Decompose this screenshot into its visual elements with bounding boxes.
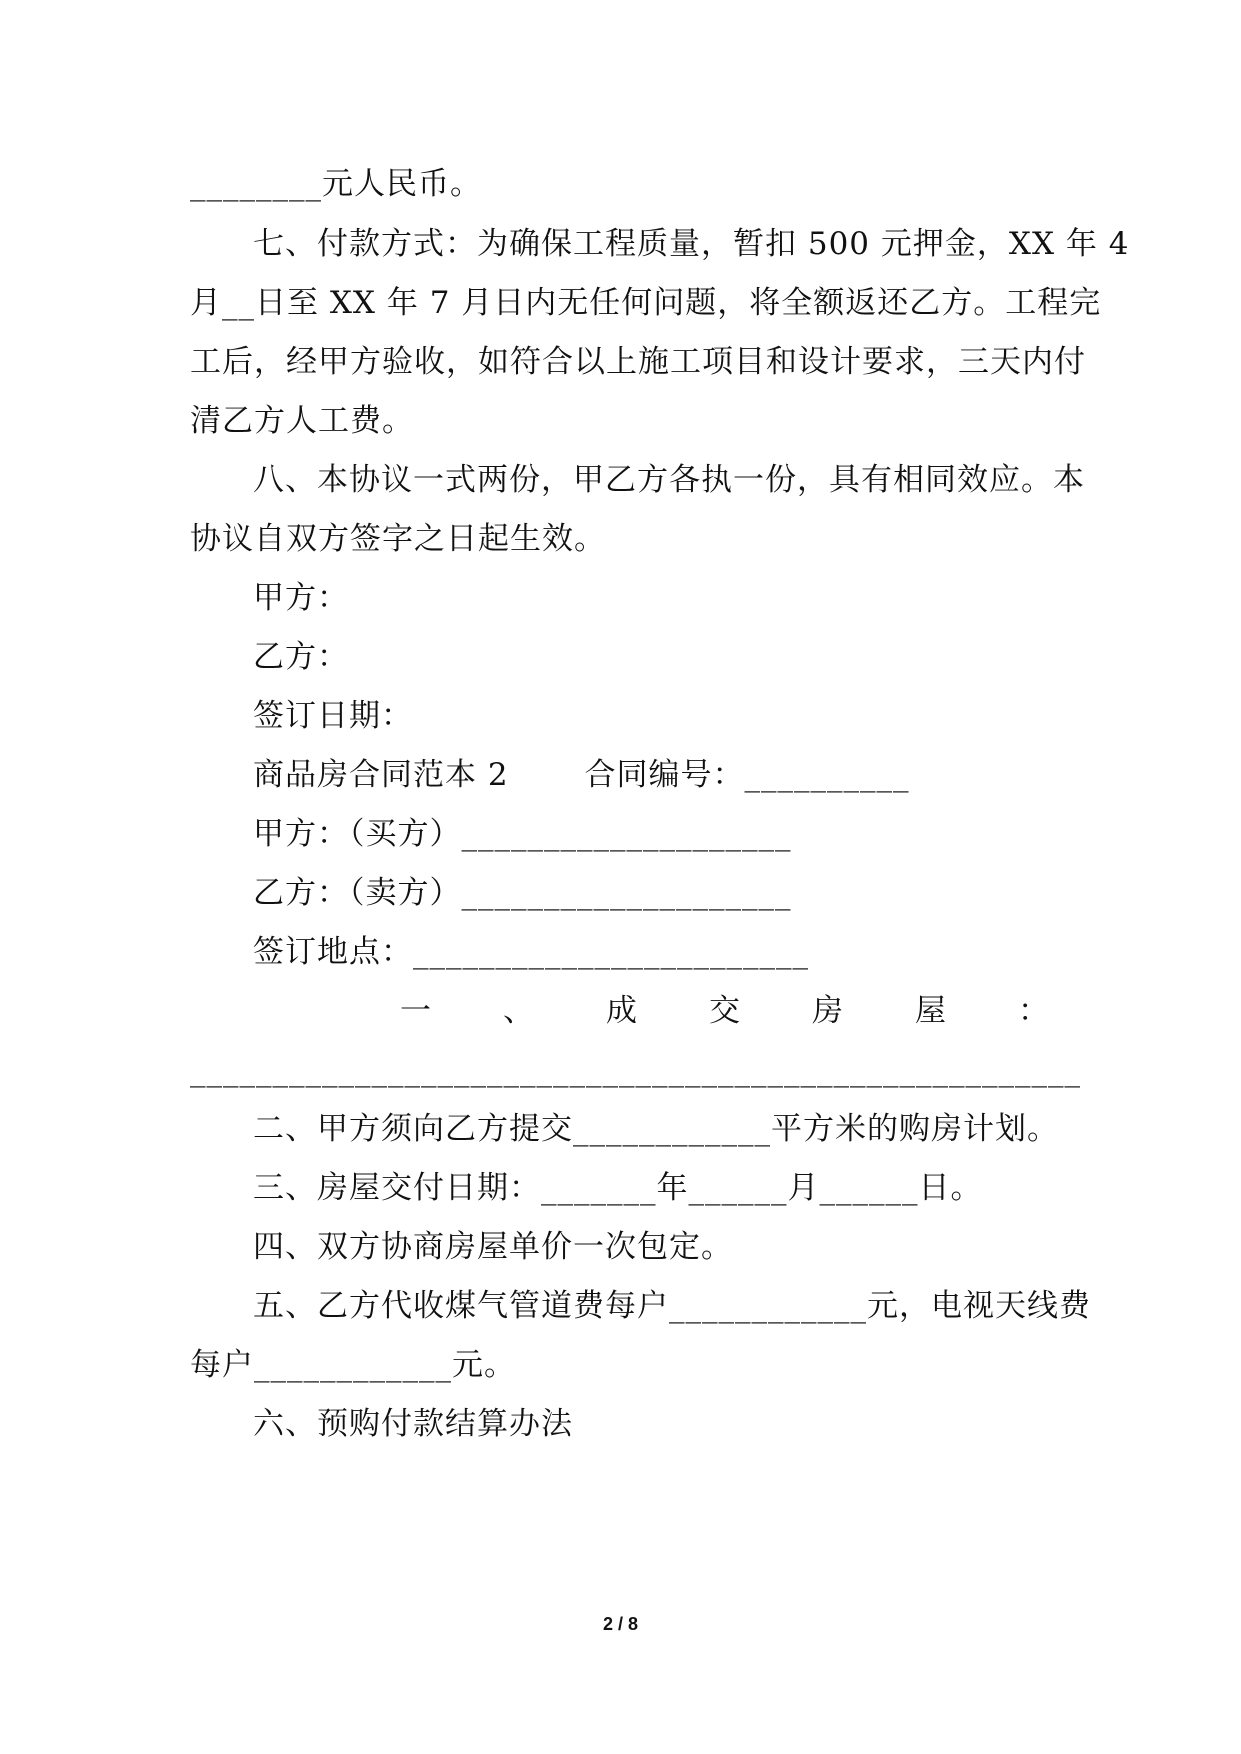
clause-five-line: 五、乙方代收煤气管道费每户____________元，电视天线费 bbox=[253, 1288, 1091, 1324]
paragraph-line: 清乙方人工费。 bbox=[190, 403, 414, 439]
paragraph-line: ________元人民币。 bbox=[190, 166, 482, 202]
heading-char: 屋 bbox=[915, 993, 947, 1029]
paragraph-line: 协议自双方签字之日起生效。 bbox=[190, 521, 606, 557]
party-a-signature-label: 甲方： bbox=[253, 580, 349, 616]
paragraph-line: 月__日至 XX 年 7 月日内无任何问题，将全额返还乙方。工程完 bbox=[190, 285, 1102, 321]
heading-char: 一 bbox=[400, 993, 432, 1029]
page-number: 2 / 8 bbox=[602, 1614, 639, 1634]
seller-line: 乙方：（卖方）____________________ bbox=[253, 875, 792, 911]
clause-eight-line: 八、本协议一式两份，甲乙方各执一份，具有相同效应。本 bbox=[253, 462, 1085, 498]
heading-char: ： bbox=[1018, 993, 1050, 1029]
contract-title-line: 商品房合同范本 2 合同编号：__________ bbox=[253, 757, 910, 793]
buyer-line: 甲方：（买方）____________________ bbox=[253, 816, 792, 852]
clause-four-line: 四、双方协商房屋单价一次包定。 bbox=[253, 1229, 733, 1265]
paragraph-line: 每户____________元。 bbox=[190, 1347, 516, 1383]
heading-char: 房 bbox=[812, 993, 844, 1029]
clause-seven-line: 七、付款方式：为确保工程质量，暂扣 500 元押金，XX 年 4 bbox=[253, 226, 1130, 262]
clause-three-line: 三、房屋交付日期：_______年______月______日。 bbox=[253, 1170, 983, 1206]
heading-char: 成 bbox=[606, 993, 638, 1029]
heading-char: 交 bbox=[709, 993, 741, 1029]
section-heading bbox=[400, 991, 1050, 1031]
clause-two-line: 二、甲方须向乙方提交____________平方米的购房计划。 bbox=[253, 1111, 1059, 1147]
signing-date-label: 签订日期： bbox=[253, 698, 413, 734]
blank-fill-line: ______________________________________________________ bbox=[190, 1052, 1081, 1088]
clause-six-line: 六、预购付款结算办法 bbox=[253, 1406, 573, 1442]
paragraph-line: 工后，经甲方验收，如符合以上施工项目和设计要求，三天内付 bbox=[190, 344, 1086, 380]
signing-place-line: 签订地点：________________________ bbox=[253, 934, 809, 970]
party-b-signature-label: 乙方： bbox=[253, 639, 349, 675]
heading-char: 、 bbox=[503, 993, 535, 1029]
